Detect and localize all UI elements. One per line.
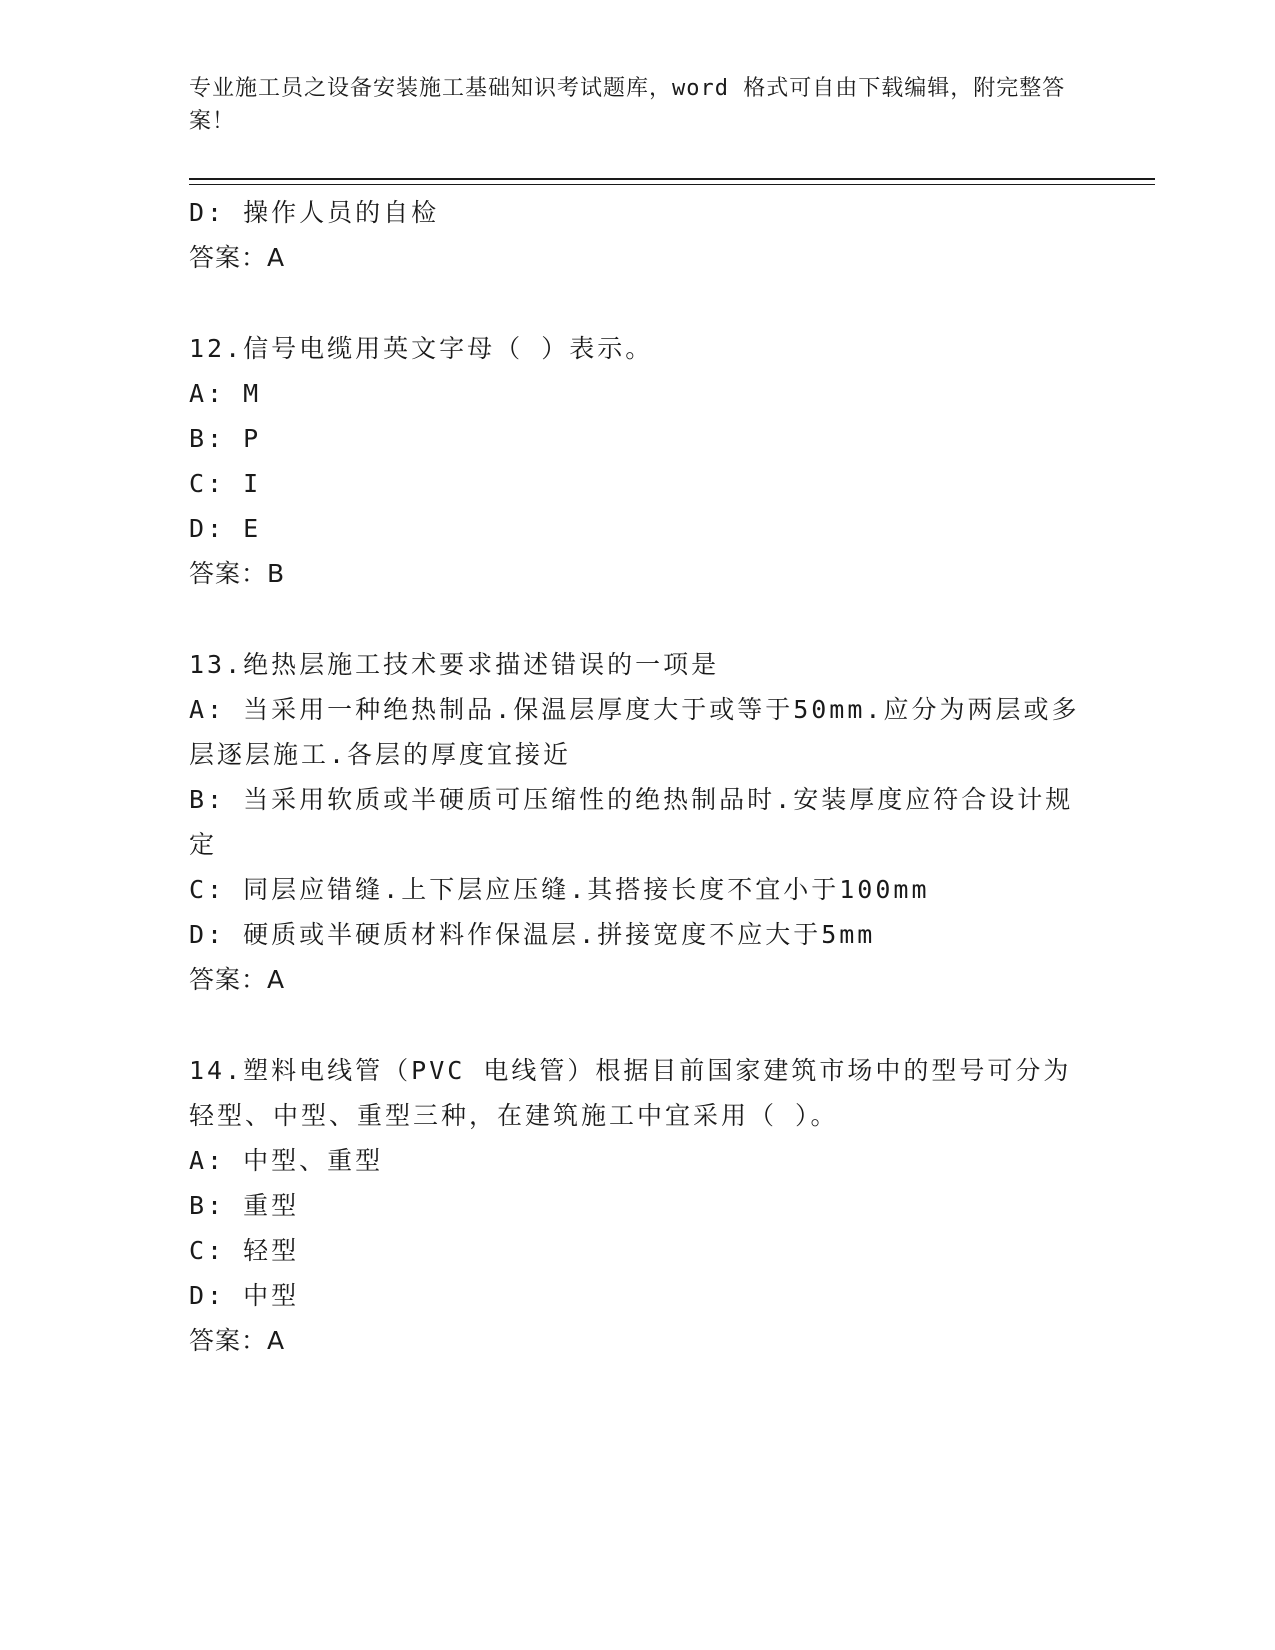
question-stem: 12.信号电缆用英文字母（ ）表示。 [189, 334, 654, 363]
option-b: B: 当采用软质或半硬质可压缩性的绝热制品时.安装厚度应符合设计规定 [189, 785, 1074, 859]
answer: 答案：A [189, 1326, 286, 1355]
question-stem: 13.绝热层施工技术要求描述错误的一项是 [189, 650, 720, 679]
header-rule-thick [189, 178, 1155, 180]
option-d: D: 中型 [189, 1281, 300, 1310]
option-a: A: 当采用一种绝热制品.保温层厚度大于或等于50mm.应分为两层或多层逐层施工.各层的厚度宜接近 [189, 695, 1080, 769]
question-14 [189, 1048, 1089, 1363]
option-d: D: 硬质或半硬质材料作保温层.拼接宽度不应大于5mm [189, 920, 876, 949]
spacer [189, 280, 1089, 326]
answer: 答案：B [189, 559, 286, 588]
option-b: B: 重型 [189, 1191, 300, 1220]
option-d: D: 操作人员的自检 [189, 198, 440, 227]
option-c: C: 轻型 [189, 1236, 300, 1265]
question-13 [189, 642, 1089, 1002]
question-12 [189, 326, 1089, 596]
option-a: A: 中型、重型 [189, 1146, 384, 1175]
option-b: B: P [189, 424, 262, 453]
document-body [189, 190, 1089, 1363]
question-stem: 14.塑料电线管（PVC 电线管）根据目前国家建筑市场中的型号可分为轻型、中型、重型三种，在建筑施工中宜采用（ ）。 [189, 1056, 1072, 1130]
answer: 答案：A [189, 243, 286, 272]
answer: 答案：A [189, 965, 286, 994]
option-d: D: E [189, 514, 262, 543]
option-a: A: M [189, 379, 262, 408]
option-c: C: I [189, 469, 262, 498]
spacer [189, 596, 1089, 642]
option-c: C: 同层应错缝.上下层应压缝.其搭接长度不宜小于100mm [189, 875, 930, 904]
header-rule-thin [189, 184, 1155, 185]
spacer [189, 1002, 1089, 1048]
document-header: 专业施工员之设备安装施工基础知识考试题库，word 格式可自由下载编辑，附完整答案！ [189, 76, 1066, 134]
